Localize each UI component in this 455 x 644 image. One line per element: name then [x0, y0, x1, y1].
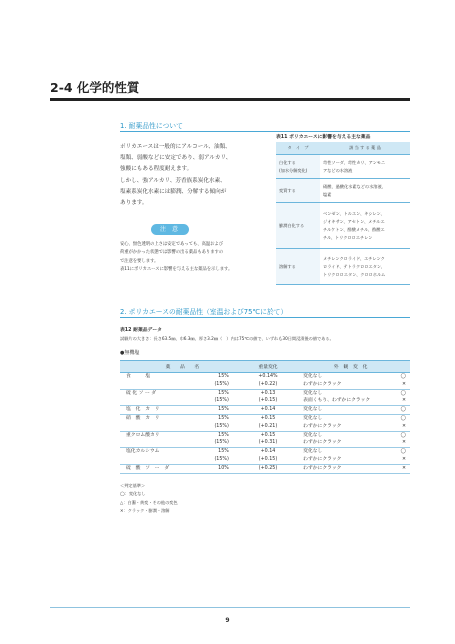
appearance: 変化なし: [303, 374, 323, 379]
judgement-mark: ✕: [384, 423, 410, 431]
weight-change: +0.15: [260, 415, 276, 421]
body-line: ポリカエースは一般的にアルコール、油類、: [120, 144, 231, 150]
table-row: [120, 431, 410, 439]
table-row: [120, 448, 410, 456]
body-line: 強酸にもある程度耐えます。: [120, 166, 193, 173]
judgement-mark: ✕: [384, 381, 410, 389]
concentration: (15%): [197, 456, 245, 464]
chemical-line: トリクロロエタン、クロロホルム: [323, 271, 386, 277]
concentration: 15%: [218, 390, 229, 396]
table-row: [276, 203, 410, 249]
chemical-name: 硫 酸 ソ ー ダ: [120, 464, 197, 473]
table12-note: 試験片の大きさ：長さ63.5㎜、巾6.3㎜、厚さ3.2㎜（ ）内は75℃の値で、いずれも30日間浸漬後の値である。: [120, 336, 334, 341]
weight-change: +0.14: [245, 406, 291, 415]
table12-header-chemical: 薬 品 名: [120, 361, 245, 373]
concentration: (15%): [197, 423, 245, 431]
appearance: わずかにクラック: [291, 456, 384, 464]
appearance: 変化なし: [303, 449, 323, 455]
body-line: あります。: [120, 200, 148, 207]
table11: [276, 142, 410, 285]
judgement-mark: ◯: [400, 432, 406, 438]
concentration: (15%): [197, 397, 245, 405]
weight-change: (+0.15): [245, 456, 291, 464]
group-label: ●無機塩: [120, 350, 140, 356]
body-line: 塩素系炭化水素には膨潤、分解する傾向が: [120, 188, 227, 195]
judgement-mark: ◯: [400, 390, 406, 396]
concentration: 15%: [218, 374, 229, 379]
appearance: わずかにクラック: [291, 423, 384, 431]
table-row: [120, 389, 410, 397]
concentration: (15%): [197, 381, 245, 389]
judgement-legend: [120, 482, 178, 515]
concentration: 15%: [197, 406, 245, 415]
table11-type-cell: [276, 203, 320, 249]
weight-change: (+0.15): [245, 397, 291, 405]
section1-rule: [120, 131, 410, 132]
table-row: [120, 464, 410, 473]
legend-line: △：白濁・黄変・その他の変色: [120, 499, 178, 505]
weight-change: (+0.25): [245, 464, 291, 473]
note-line: で注意を要します。: [120, 258, 159, 264]
page-number: 9: [225, 617, 230, 624]
chemical-line: ベンゼン、トルエン、キシレン、: [323, 210, 385, 216]
table11-header-chemicals: 該 当 す る 薬 品: [320, 142, 410, 155]
section2-rule: [120, 317, 410, 318]
chemical-line: チル、トリクロロエチレン: [323, 234, 373, 240]
judgement-mark: ◯: [384, 406, 410, 415]
chemical-line: ロライド、テトラクロロエタン、: [323, 263, 385, 269]
judgement-mark: ◯: [400, 449, 406, 455]
chemical-line: メチレンクロライド、エチレンク: [323, 255, 385, 261]
chemical-name: 塩化カルシウム: [126, 449, 160, 455]
appearance: 表面くもり、わずかにクラック: [291, 397, 384, 405]
table11-type-cell: [276, 155, 320, 179]
appearance: 変化なし: [303, 390, 323, 396]
table12-caption: 表12 耐薬品データ: [120, 328, 162, 333]
table-row: [120, 397, 410, 405]
type-line: 溶解する: [279, 263, 296, 269]
type-line: 白化する: [279, 159, 296, 165]
concentration: (15%): [197, 439, 245, 447]
table-row: [276, 155, 410, 179]
note-line: 安心、無色透明の上さは安定であっても、高温および: [120, 242, 224, 247]
table-row: [120, 406, 410, 415]
appearance: わずかにクラック: [291, 439, 384, 447]
concentration: 10%: [197, 464, 245, 473]
table-row: [276, 179, 410, 203]
weight-change: (+0.31): [245, 439, 291, 447]
body-line: しかし、強アルカリ、芳香族系炭化水素、: [120, 177, 226, 184]
type-line: 膨潤白化する: [279, 222, 305, 228]
weight-change: +0.14%: [258, 374, 278, 379]
weight-change: (+0.21): [245, 423, 291, 431]
legend-line: ＜判定基準＞: [120, 483, 146, 488]
table-row: [120, 423, 410, 431]
section2-heading: 2. ポリカエースの耐薬品性（室温および75℃に於て）: [120, 308, 288, 316]
table12: [120, 360, 410, 474]
weight-change: (+0.22): [245, 381, 291, 389]
chemical-line: 塩素: [323, 191, 332, 197]
chemical-name: 重クロム酸カリ: [126, 432, 160, 438]
chemical-line: チルケトン、酢酸メチル、酢酸エ: [323, 226, 385, 232]
chemical-name: 硝 酸 カ リ: [126, 415, 160, 421]
weight-change: +0.14: [260, 449, 276, 455]
appearance: 変化なし: [303, 415, 323, 421]
table11-chemicals-cell: [320, 179, 410, 203]
judgement-mark: ◯: [400, 415, 406, 421]
type-line: 変質する: [279, 187, 296, 193]
table12-header-appearance: 外 観 変 化: [291, 361, 410, 373]
table-row: [120, 439, 410, 447]
title-rule: [50, 98, 410, 101]
table-row: [120, 373, 410, 381]
appearance: わずかにクラック: [291, 464, 384, 473]
table12-header-weight: 重量変化: [245, 361, 291, 373]
concentration: 15%: [218, 432, 229, 438]
table-row: [276, 249, 410, 285]
judgement-mark: ✕: [384, 397, 410, 405]
section1-body: [120, 142, 270, 209]
table11-caption: 表11 ポリカエースに影響を与える主な薬品: [276, 135, 371, 140]
table-row: [120, 456, 410, 464]
note-text: [120, 241, 275, 274]
weight-change: +0.15: [260, 432, 276, 438]
footer-rule: [50, 607, 410, 608]
legend-line: ✕：クラック・膨潤・溶解: [120, 507, 170, 513]
table-row: [120, 381, 410, 389]
body-line: 塩類、弱酸などに安定であり、弱アルカリ、: [120, 155, 232, 162]
chemical-name: 塩 化 カ リ: [120, 406, 197, 415]
judgement-mark: ✕: [384, 439, 410, 447]
chemical-name: 食 塩: [126, 374, 150, 379]
chemical-line: アなどの水溶液: [323, 167, 353, 173]
chemical-line: 硝酸、過酸化水素などの水溶液、: [323, 183, 386, 189]
concentration: 15%: [218, 415, 229, 421]
table-row: [120, 414, 410, 422]
judgement-mark: ✕: [384, 456, 410, 464]
chemical-name: 硫 化 ソ ー ダ: [126, 390, 157, 396]
table11-type-cell: [276, 249, 320, 285]
table11-chemicals-cell: [320, 203, 410, 249]
note-line: 表11にポリカエースに影響を与える主な薬品を示します。: [120, 266, 233, 272]
appearance: 変化なし: [291, 406, 384, 415]
page-title: 2-4 化学的性質: [50, 80, 140, 95]
table11-type-cell: [276, 179, 320, 203]
table11-header-type: タ イ プ: [276, 142, 320, 155]
appearance: 変化なし: [303, 432, 323, 438]
table11-chemicals-cell: [320, 155, 410, 179]
chemical-line: 苛性ソーダ、苛性カリ、アンモニ: [323, 159, 386, 165]
chemical-line: ジオキサン、アセトン、メチルエ: [323, 218, 385, 224]
type-line: (加水分解変化): [279, 167, 308, 173]
note-line: 荷重がかかった状態では影響の出る薬品もありますの: [120, 250, 224, 256]
section1-heading: 1. 耐薬品性について: [120, 122, 183, 130]
legend-line: ◯：変化なし: [120, 491, 146, 497]
judgement-mark: ◯: [400, 374, 406, 379]
concentration: 15%: [218, 449, 229, 455]
weight-change: +0.13: [260, 390, 276, 396]
judgement-mark: ✕: [384, 464, 410, 473]
appearance: わずかにクラック: [291, 381, 384, 389]
note-badge: 注 意: [151, 224, 189, 235]
table11-chemicals-cell: [320, 249, 410, 285]
